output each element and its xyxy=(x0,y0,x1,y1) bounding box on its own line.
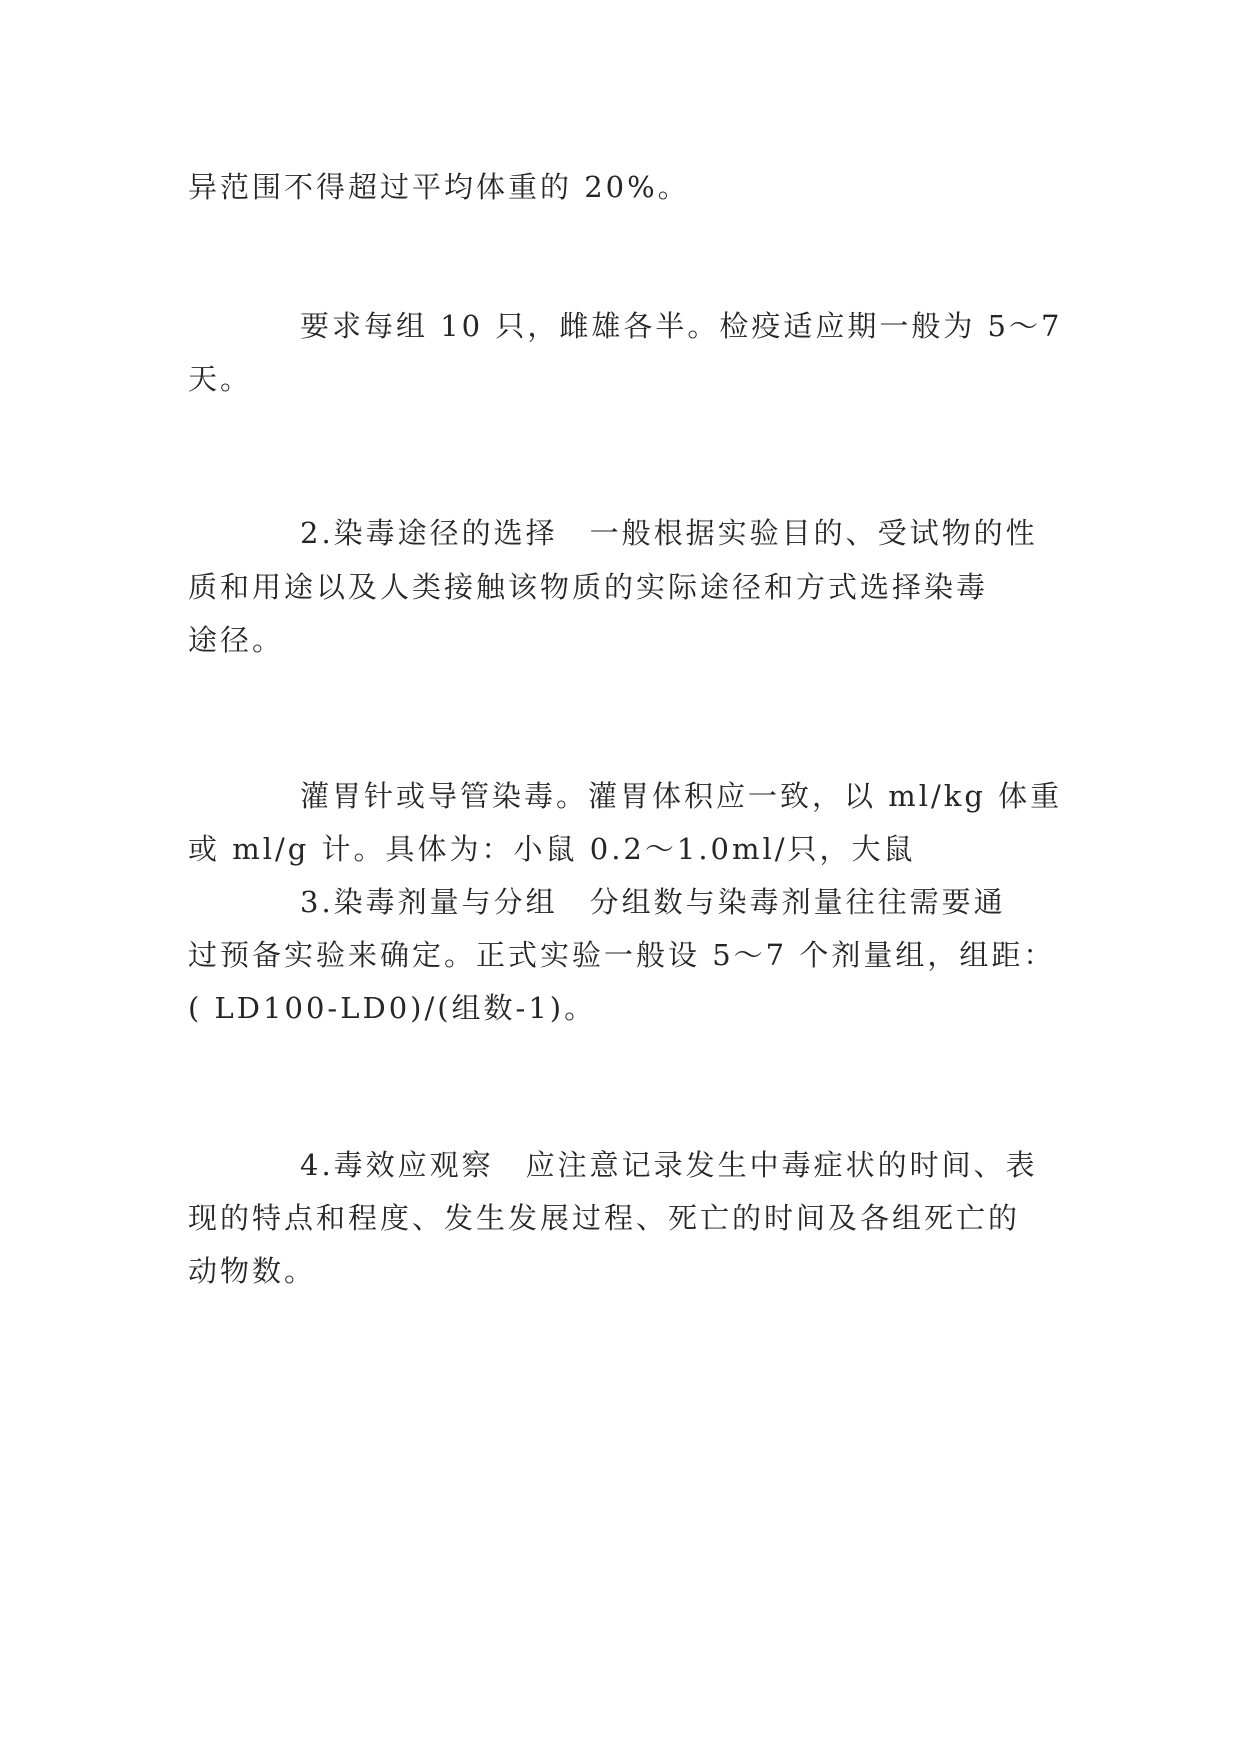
paragraph-line: 或 ml/g 计。具体为：小鼠 0.2～1.0ml/只，大鼠 xyxy=(188,832,916,866)
paragraph-line: 过预备实验来确定。正式实验一般设 5～7 个剂量组，组距： xyxy=(188,938,1056,972)
paragraph-line: 动物数。 xyxy=(188,1254,317,1288)
paragraph-line: 现的特点和程度、发生发展过程、死亡的时间及各组死亡的 xyxy=(188,1201,1021,1235)
paragraph-line: 天。 xyxy=(188,362,253,396)
paragraph-line: 2.染毒途径的选择 一般根据实验目的、受试物的性 xyxy=(300,516,1038,550)
paragraph-line: 要求每组 10 只，雌雄各半。检疫适应期一般为 5～7 xyxy=(300,309,1063,343)
paragraph-line: 途径。 xyxy=(188,623,285,657)
paragraph-line: 3.染毒剂量与分组 分组数与染毒剂量往往需要通 xyxy=(300,885,1006,919)
paragraph-line: 灌胃针或导管染毒。灌胃体积应一致，以 ml/kg 体重 xyxy=(300,779,1063,813)
paragraph-line: 异范围不得超过平均体重的 20%。 xyxy=(188,170,690,204)
paragraph-line: ( LD100-LD0)/(组数-1)。 xyxy=(188,991,597,1025)
paragraph-line: 质和用途以及人类接触该物质的实际途径和方式选择染毒 xyxy=(188,570,989,604)
paragraph-line: 4.毒效应观察 应注意记录发生中毒症状的时间、表 xyxy=(300,1148,1038,1182)
